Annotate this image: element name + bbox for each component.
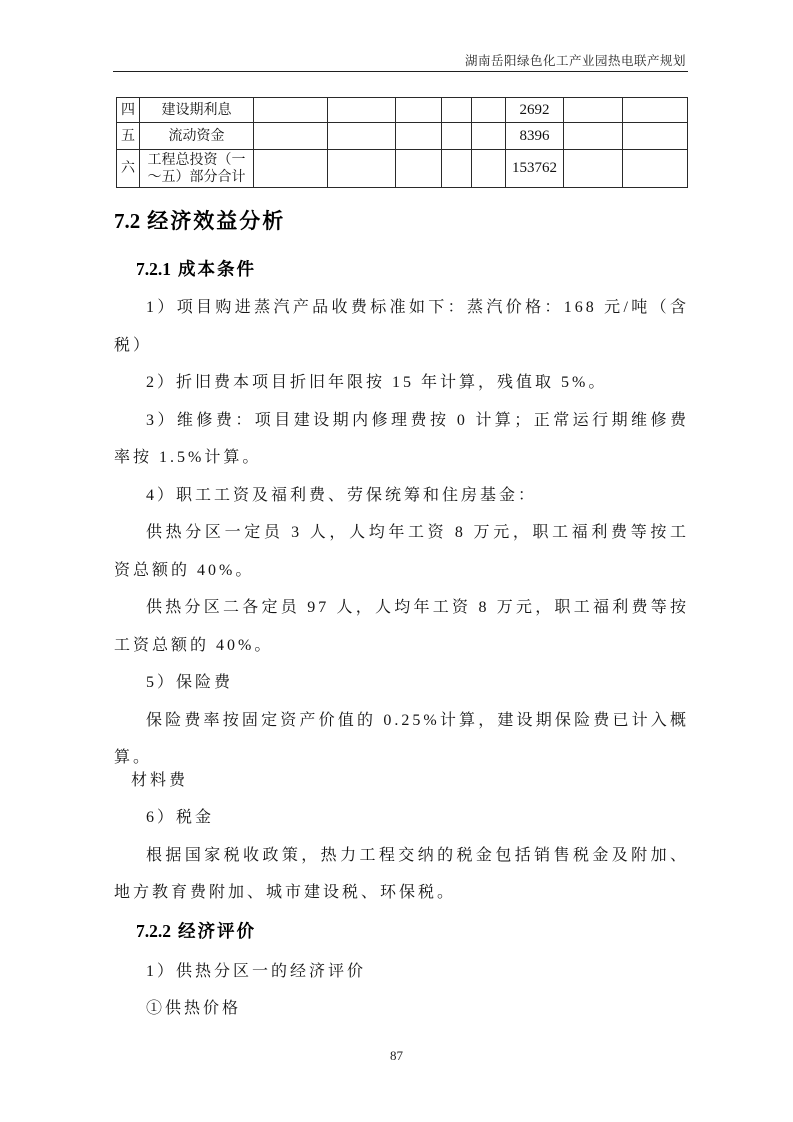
section-number: 7.2.1	[136, 259, 171, 279]
paragraph-zone2-staff: 供热分区二各定员 97 人，人均年工资 8 万元，职工福利费等按工资总额的 40%。	[114, 599, 689, 654]
paragraph-steam-price: 1）项目购进蒸汽产品收费标准如下：蒸汽价格：168 元/吨（含税）	[114, 299, 689, 354]
page-number: 87	[390, 1048, 403, 1063]
section-title: 经济评价	[178, 920, 256, 941]
document-body	[114, 0, 689, 1028]
paragraph-wages-welfare: 4）职工工资及福利费、劳保统筹和住房基金：	[146, 486, 538, 504]
row-name-cell: 流动资金	[140, 123, 254, 150]
row-value-cell: 8396	[506, 123, 564, 150]
section-number: 7.2	[114, 209, 141, 233]
row-name-cell: 建设期利息	[140, 98, 254, 123]
paragraph-tax-label: 6）税金	[146, 809, 215, 826]
paragraph-materials-fee: 材料费	[131, 771, 189, 789]
section-heading-7-2	[114, 206, 689, 237]
page-header-title: 湖南岳阳绿色化工产业园热电联产规划	[464, 54, 686, 68]
row-value-cell: 2692	[506, 98, 564, 123]
paragraph-zone1-staff: 供热分区一定员 3 人，人均年工资 8 万元，职工福利费等按工资总额的 40%。	[114, 524, 689, 579]
paragraph-insurance-label: 5）保险费	[146, 674, 234, 691]
row-index-cell: 四	[117, 98, 140, 123]
paragraph-maintenance: 3）维修费：项目建设期内修理费按 0 计算；正常运行期维修费率按 1.5%计算。	[114, 411, 689, 466]
section-heading-7-2-1	[136, 256, 689, 282]
section-heading-7-2-2	[136, 918, 689, 944]
paragraph-heating-price: ①供热价格	[146, 1000, 242, 1017]
row-name-cell: 工程总投资（一～五）部分合计	[140, 150, 254, 188]
row-index-cell: 六	[117, 150, 140, 188]
section-number: 7.2.2	[136, 920, 171, 941]
paragraph-depreciation: 2）折旧费本项目折旧年限按 15 年计算，残值取 5%。	[146, 374, 608, 391]
section-title: 成本条件	[178, 259, 256, 279]
paragraph-tax-policy: 根据国家税收政策，热力工程交纳的税金包括销售税金及附加、地方教育费附加、城市建设税、环保税。	[114, 846, 689, 901]
paragraph-zone1-evaluation: 1）供热分区一的经济评价	[146, 962, 367, 980]
row-value-cell: 153762	[506, 150, 564, 188]
paragraph-insurance-rate: 保险费率按固定资产价值的 0.25%计算，建设期保险费已计入概算。	[114, 711, 689, 766]
row-index-cell: 五	[117, 123, 140, 150]
section-title: 经济效益分析	[147, 210, 286, 233]
